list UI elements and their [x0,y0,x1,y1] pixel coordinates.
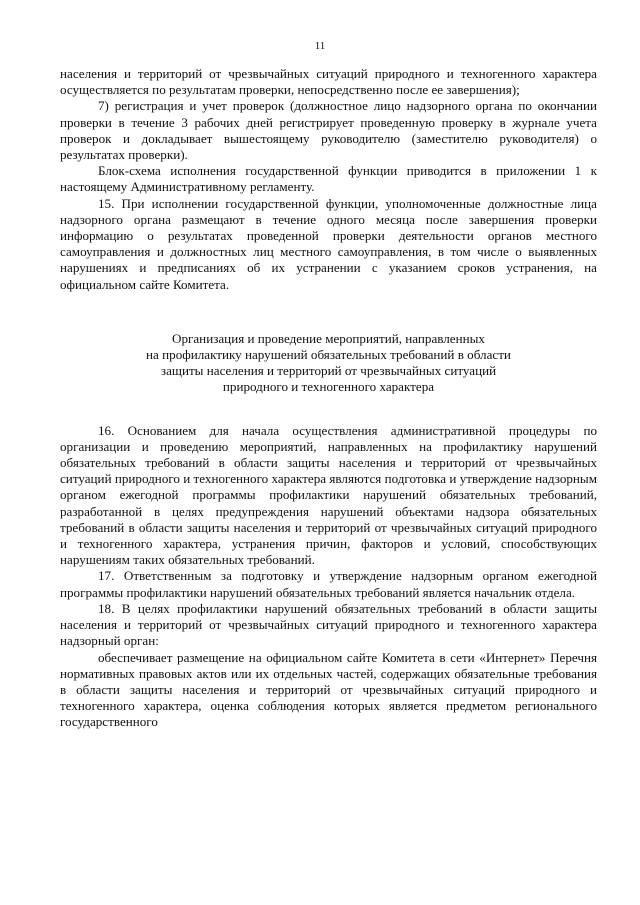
section-heading-line: природного и техногенного характера [222,379,435,395]
paragraph-continuation: населения и территорий от чрезвычайных ситуаций природного и техногенного характера осуществляется по результатам проверки, непосредственно после ее завершения); [60,66,597,98]
section-heading-line: Организация и проведение мероприятий, направленных [172,330,485,346]
paragraph-item-7: 7) регистрация и учет проверок (должностное лицо надзорного органа по окончании проверки в течение 3 рабочих дней регистрирует проведенную проверку в журнале учета проверок и докладывает вышестоящему руководителю (заместителю руководителя) о результатах проверки). [60,98,597,163]
paragraph-18: 18. В целях профилактики нарушений обязательных требований в области защиты населения и территорий от чрезвычайных ситуаций природного и техногенного характера надзорный орган: [60,600,597,649]
paragraph-block-scheme: Блок-схема исполнения государственной функции приводится в приложении 1 к настоящему Административному регламенту. [60,163,597,195]
page-number: 11 [314,40,326,52]
paragraph-16: 16. Основанием для начала осуществления административной процедуры по организации и проведению мероприятий, направленных на профилактику нарушений обязательных требований в области защиты населения и территорий от чрезвычайных ситуаций природного и техногенного характера являются подготовка и утверждение надзорным органом ежегодной программы профилактики нарушений обязательных требований, разработанной в целях предупреждения нарушений объектами надзора обязательных требований в области защиты населения и территорий от чрезвычайных ситуаций природного и техногенного характера, устранения причин, факторов и условий, способствующих нарушениям таких обязательных требований. [60,422,597,568]
section-heading [60,331,597,396]
section-heading-line: защиты населения и территорий от чрезвычайных ситуаций [160,363,497,379]
page-content [60,66,597,731]
paragraph-18-item: обеспечивает размещение на официальном сайте Комитета в сети «Интернет» Перечня нормативных правовых актов или их отдельных частей, содержащих обязательные требования в области защиты населения и территорий от чрезвычайных ситуаций природного и техногенного характера, оценка соблюдения которых является предметом регионального государственного [60,649,597,730]
paragraph-17: 17. Ответственным за подготовку и утверждение надзорным органом ежегодной программы профилактики нарушений обязательных требований является начальник отдела. [60,568,597,600]
section-heading-line: на профилактику нарушений обязательных требований в области [146,347,511,363]
paragraph-15: 15. При исполнении государственной функции, уполномоченные должностные лица надзорного органа размещают в течение одного месяца после завершения проверки информацию о результатах проведенной проверки деятельности органов местного самоуправления и должностных лиц местного самоуправления, в том числе о выявленных нарушениях и предписаниях об их устранении с указанием сроков устранения, на официальном сайте Комитета. [60,195,597,292]
